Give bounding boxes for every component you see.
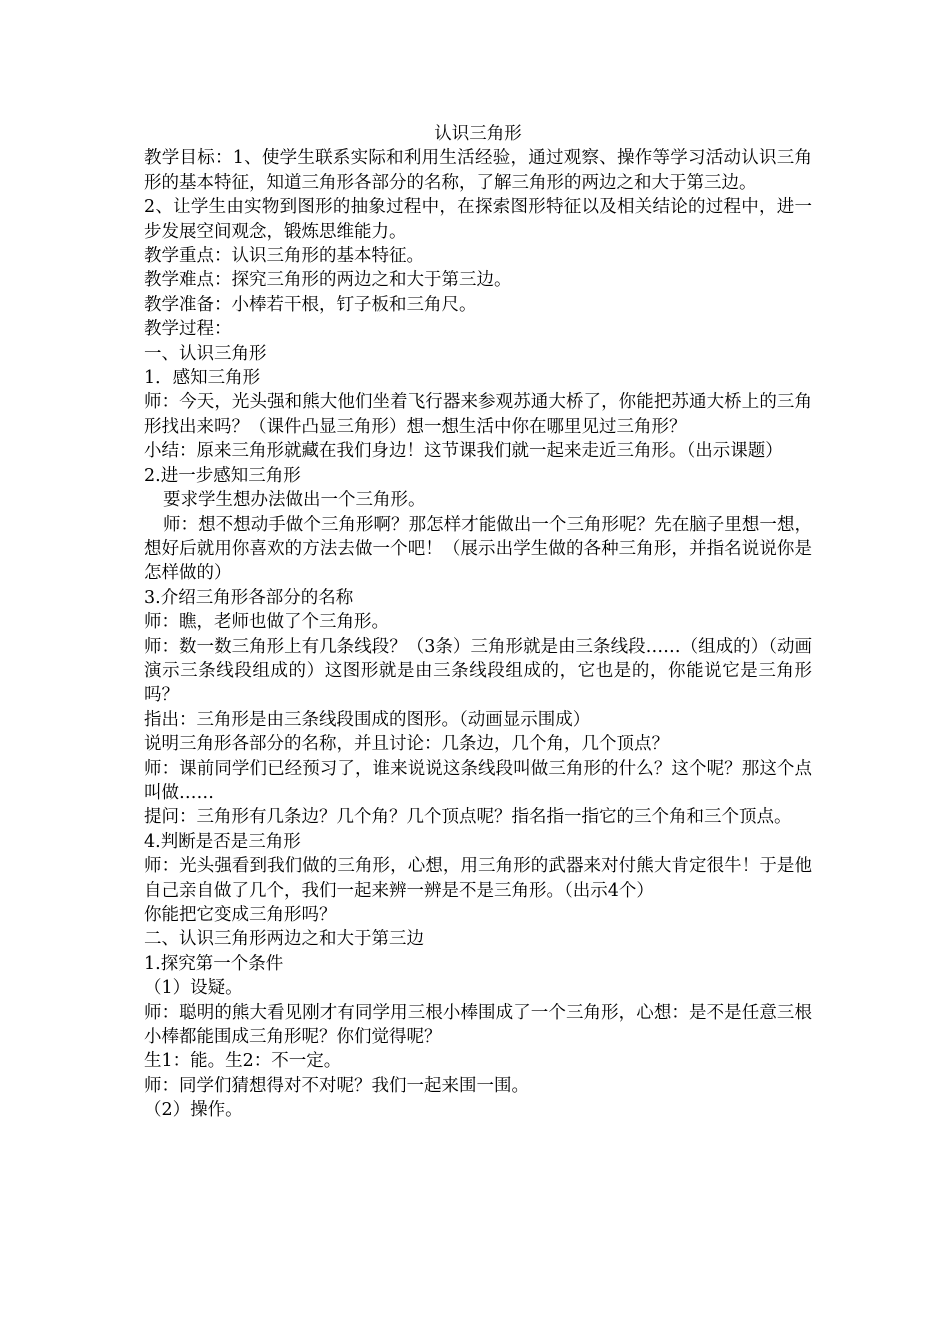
paragraph: （1）设疑。	[144, 978, 243, 999]
paragraph: 师：今天，光头强和熊大他们坐着飞行器来参观苏通大桥了，你能把苏通大桥上的三角形找出来吗？（课件凸显三角形）想一想生活中你在哪里见过三角形？	[144, 392, 812, 437]
paragraph: 一、认识三角形	[144, 343, 267, 364]
paragraph: 教学过程：	[144, 319, 232, 340]
paragraph: 教学重点：认识三角形的基本特征。	[144, 246, 424, 267]
paragraph: 师：光头强看到我们做的三角形，心想，用三角形的武器来对付熊大肯定很牛！于是他自己亲自做了几个，我们一起来辨一辨是不是三角形。（出示4个）	[144, 856, 812, 901]
paragraph: 师：想不想动手做个三角形啊？那怎样才能做出一个三角形呢？先在脑子里想一想，想好后就用你喜欢的方法去做一个吧！（展示出学生做的各种三角形，并指名说说你是怎样做的）	[144, 514, 812, 584]
paragraph: 2.进一步感知三角形	[144, 465, 301, 486]
paragraph: 教学准备：小棒若干根，钉子板和三角尺。	[144, 294, 477, 315]
paragraph: 4.判断是否是三角形	[144, 831, 301, 852]
paragraph: 教学目标：1、使学生联系实际和利用生活经验，通过观察、操作等学习活动认识三角形的基本特征，知道三角形各部分的名称，了解三角形的两边之和大于第三边。	[144, 148, 812, 193]
paragraph: 师：数一数三角形上有几条线段？（3条）三角形就是由三条线段……（组成的）（动画演示三条线段组成的）这图形就是由三条线段组成的，它也是的，你能说它是三角形吗？	[144, 636, 812, 706]
paragraph: 2、让学生由实物到图形的抽象过程中，在探索图形特征以及相关结论的过程中，进一步发展空间观念，锻炼思维能力。	[144, 197, 812, 242]
paragraph: 指出：三角形是由三条线段围成的图形。（动画显示围成）	[144, 709, 591, 730]
paragraph: 二、认识三角形两边之和大于第三边	[144, 929, 424, 950]
document-page	[144, 122, 812, 1123]
paragraph: 教学难点：探究三角形的两边之和大于第三边。	[144, 270, 512, 291]
paragraph: 1.探究第一个条件	[144, 953, 284, 974]
paragraph: 师：同学们猜想得对不对呢？我们一起来围一围。	[144, 1075, 529, 1096]
paragraph: 3.介绍三角形各部分的名称	[144, 587, 354, 608]
paragraph: 师：聪明的熊大看见刚才有同学用三根小棒围成了一个三角形，心想：是不是任意三根小棒都能围成三角形呢？你们觉得呢？	[144, 1002, 812, 1048]
document-body	[144, 146, 812, 1122]
paragraph: 小结：原来三角形就藏在我们身边！这节课我们就一起来走近三角形。（出示课题）	[144, 441, 783, 462]
document-title: 认识三角形	[434, 124, 522, 144]
paragraph: 师：课前同学们已经预习了，谁来说说这条线段叫做三角形的什么？这个呢？那这个点叫做……	[144, 758, 812, 803]
paragraph: 1．感知三角形	[144, 368, 261, 389]
paragraph: 你能把它变成三角形吗？	[144, 905, 337, 925]
paragraph: 要求学生想办法做出一个三角形。	[163, 490, 426, 511]
paragraph: 说明三角形各部分的名称，并且讨论：几条边，几个角，几个顶点？	[144, 734, 669, 755]
paragraph: （2）操作。	[144, 1100, 243, 1121]
paragraph: 师：瞧，老师也做了个三角形。	[144, 612, 389, 633]
paragraph: 提问：三角形有几条边？几个角？几个顶点呢？指名指一指它的三个角和三个顶点。	[144, 807, 792, 828]
paragraph: 生1：能。生2：不一定。	[144, 1051, 342, 1072]
